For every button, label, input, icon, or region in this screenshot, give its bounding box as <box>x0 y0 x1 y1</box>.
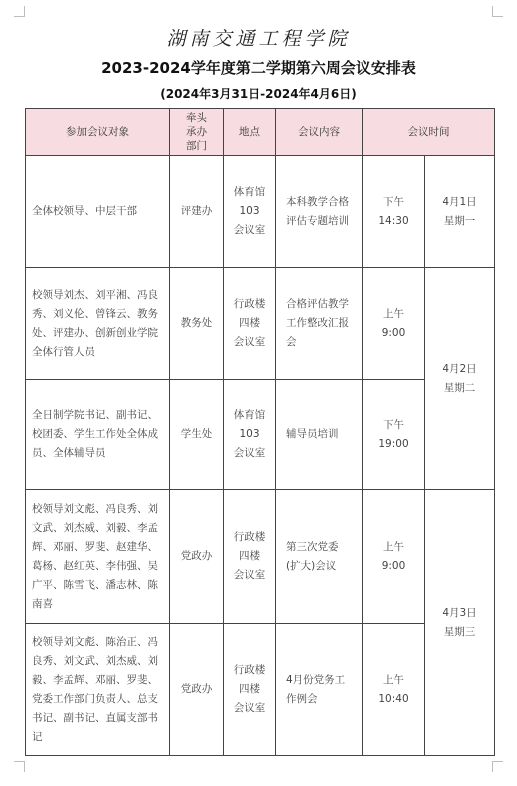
table-row <box>26 624 495 756</box>
attendees-cell: 全体校领导、中层干部 <box>26 156 170 268</box>
crop-mark-bottom-left <box>14 761 25 772</box>
host-cell: 教务处 <box>170 268 224 380</box>
table-row <box>26 156 495 268</box>
time-cell: 上午 9:00 <box>363 490 425 624</box>
date-range: (2024年3月31日-2024年4月6日) <box>160 87 357 101</box>
content-cell: 合格评估教学工作整改汇报会 <box>276 268 363 380</box>
header-content: 会议内容 <box>276 109 363 156</box>
host-cell: 评建办 <box>170 156 224 268</box>
location-cell: 行政楼 四楼 会议室 <box>224 490 276 624</box>
time-cell: 上午 10:40 <box>363 624 425 756</box>
location-cell: 体育馆 103 会议室 <box>224 380 276 490</box>
header-host: 牵头承办部门 <box>170 109 224 156</box>
content-cell: 辅导员培训 <box>276 380 363 490</box>
school-name: 湖南交通工程学院 <box>166 28 351 50</box>
table-row <box>26 490 495 624</box>
content-cell: 本科教学合格评估专题培训 <box>276 156 363 268</box>
location-cell: 行政楼 四楼 会议室 <box>224 268 276 380</box>
page-title: 2023-2024学年度第二学期第六周会议安排表 <box>101 59 416 77</box>
header-row <box>26 109 495 156</box>
meeting-schedule-table <box>25 108 495 756</box>
header-time: 会议时间 <box>363 109 495 156</box>
table-row <box>26 380 495 490</box>
content-cell: 第三次党委(扩大)会议 <box>276 490 363 624</box>
date-cell: 4月2日 星期二 <box>425 268 495 490</box>
host-cell: 党政办 <box>170 624 224 756</box>
header-attendees: 参加会议对象 <box>26 109 170 156</box>
crop-mark-top-right <box>492 6 503 17</box>
time-cell: 下午 14:30 <box>363 156 425 268</box>
attendees-cell: 校领导刘杰、刘平湘、冯良秀、刘义伦、曾锋云、教务处、评建办、创新创业学院全体行管人员 <box>26 268 170 380</box>
time-cell: 下午 19:00 <box>363 380 425 490</box>
crop-mark-top-left <box>14 6 25 17</box>
date-cell: 4月1日 星期一 <box>425 156 495 268</box>
location-cell: 体育馆 103 会议室 <box>224 156 276 268</box>
table-row <box>26 268 495 380</box>
content-cell: 4月份党务工作例会 <box>276 624 363 756</box>
date-cell: 4月3日 星期三 <box>425 490 495 756</box>
host-cell: 党政办 <box>170 490 224 624</box>
attendees-cell: 全日制学院书记、副书记、校团委、学生工作处全体成员、全体辅导员 <box>26 380 170 490</box>
crop-mark-bottom-right <box>492 761 503 772</box>
attendees-cell: 校领导刘文彪、陈治正、冯良秀、刘文武、刘杰威、刘毅、李孟辉、邓丽、罗斐、党委工作部门负责人、总支书记、副书记、直属支部书记 <box>26 624 170 756</box>
attendees-cell: 校领导刘文彪、冯良秀、刘文武、刘杰威、刘毅、李孟辉、邓丽、罗斐、赵建华、葛杨、赵红英、李伟强、吴广平、陈雪飞、潘志林、陈南喜 <box>26 490 170 624</box>
location-cell: 行政楼 四楼 会议室 <box>224 624 276 756</box>
header-location: 地点 <box>224 109 276 156</box>
time-cell: 上午 9:00 <box>363 268 425 380</box>
host-cell: 学生处 <box>170 380 224 490</box>
